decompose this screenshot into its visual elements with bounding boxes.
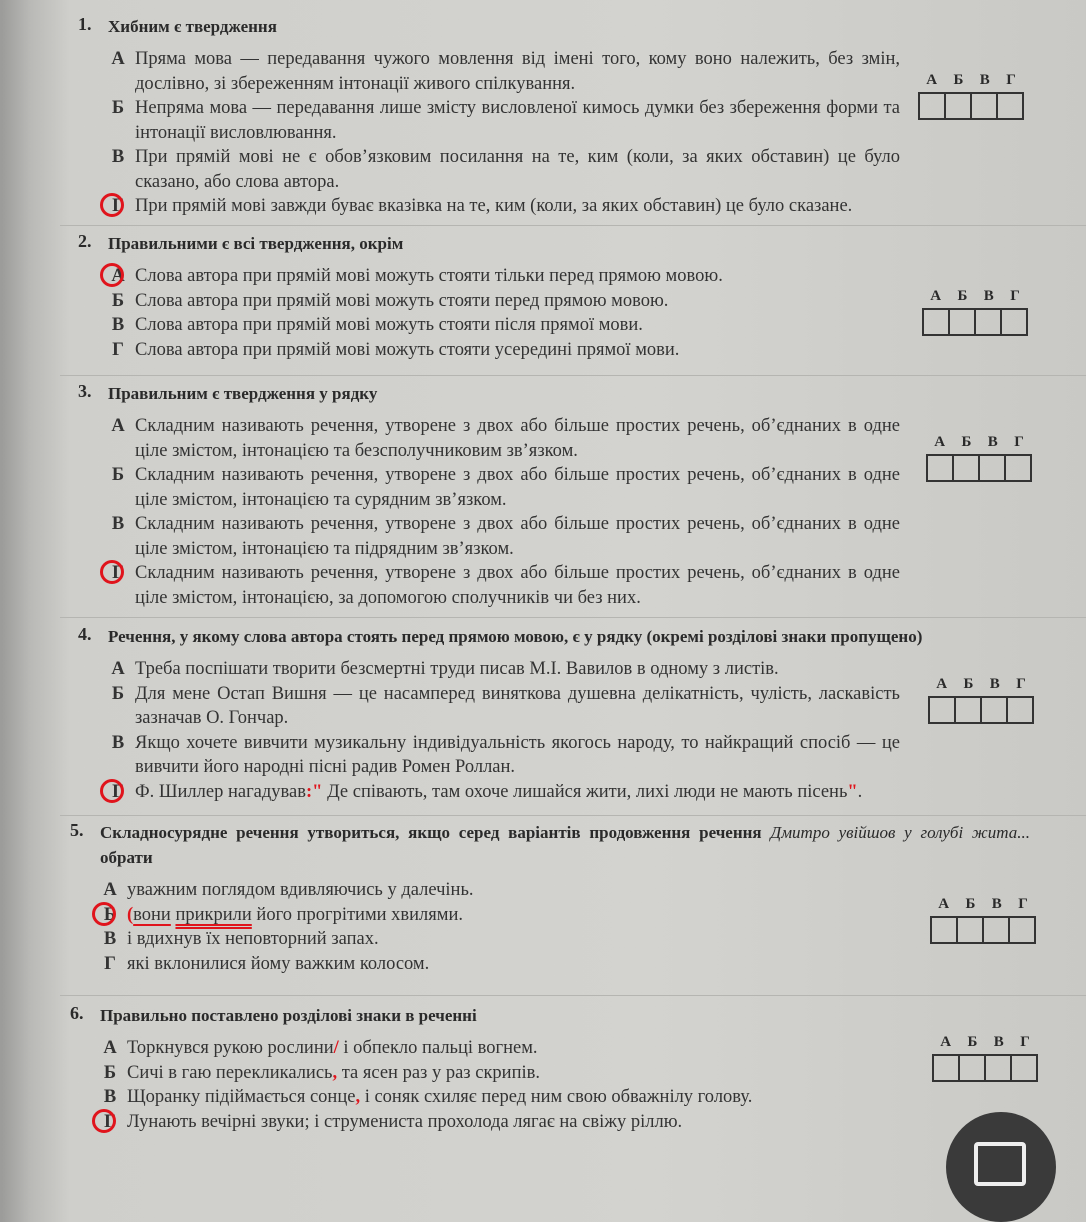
divider (60, 225, 1086, 226)
option-letter: А (103, 1038, 117, 1058)
title-segment: Правильно поставлено розділові знаки в реченні (100, 1006, 477, 1025)
selected-answer-circle (92, 902, 116, 926)
grid-letter: Г (1006, 72, 1016, 88)
answer-cell-А[interactable] (932, 918, 958, 942)
grid-letter: Б (953, 72, 964, 88)
answer-cell-А[interactable] (930, 698, 956, 722)
option-text: уважним поглядом вдивляючись у далечінь. (127, 880, 474, 900)
answer-grid-header (922, 288, 1028, 305)
answer-option-Г[interactable] (108, 194, 1015, 219)
option-text: . (857, 781, 863, 802)
option-text: Непряма мова — передавання лише змісту висловленої кимось думки без збереження форми та інтонації висловлювання. (135, 98, 900, 143)
question-4 (78, 624, 1038, 804)
divider (60, 617, 1086, 618)
option-letter: В (103, 929, 117, 949)
answer-option-А[interactable] (108, 657, 900, 682)
handwritten-mark: , (332, 1062, 338, 1083)
title-segment: Хибним є твердження (108, 17, 277, 36)
title-segment: Речення, у якому слова автора стоять перед прямою мовою, є у рядку (окремі розділові знаки пропущено) (108, 627, 923, 646)
option-letter: В (111, 514, 125, 534)
option-text: Слова автора при прямій мові можуть стояти усередині прямої мови. (135, 339, 680, 360)
answer-cell-Б[interactable] (960, 1056, 986, 1080)
answer-option-Б[interactable] (108, 463, 900, 512)
option-text: його прогрітими хвилями. (251, 904, 464, 925)
grid-letter: А (940, 1034, 952, 1050)
answer-cell-Г[interactable] (1008, 698, 1032, 722)
option-text: При прямій мові завжди буває вказівка на те, ким (коли, за яких обставин) це було сказане. (135, 196, 853, 216)
option-letter: Г (100, 1110, 120, 1135)
question-number: 2. (78, 231, 92, 251)
question-title (108, 231, 1038, 256)
option-letter: Б (111, 290, 125, 311)
question-title (108, 381, 1038, 406)
answer-option-В[interactable] (108, 512, 900, 561)
options-list (78, 47, 1038, 219)
title-segment: Дмитро увійшов у голубі жита... (770, 823, 1030, 842)
answer-cell-Б[interactable] (958, 918, 984, 942)
answer-option-В[interactable] (100, 927, 892, 952)
option-letter: Б (100, 903, 120, 928)
answer-grid-header (926, 434, 1032, 451)
grid-letter: В (979, 72, 990, 88)
grid-letter: А (930, 288, 942, 304)
option-text: Торкнувся рукою рослини (127, 1038, 334, 1058)
option-letter: Б (111, 683, 125, 704)
question-3 (78, 381, 1038, 610)
answer-grid (932, 1034, 1038, 1082)
question-5 (70, 820, 1030, 976)
question-title (108, 624, 1038, 649)
grid-letter: В (989, 676, 1000, 692)
option-letter: А (111, 416, 125, 436)
answer-grid-cells (932, 1054, 1038, 1082)
grid-letter: Г (1018, 896, 1028, 912)
handwritten-mark: :" (306, 781, 323, 802)
grid-letter: А (926, 72, 938, 88)
question-number: 5. (70, 820, 84, 840)
option-text: Щоранку підіймається сонце (127, 1087, 356, 1107)
option-text: і обпекло пальці вогнем. (338, 1038, 538, 1058)
answer-option-Г[interactable] (100, 1110, 1007, 1135)
answer-cell-Б[interactable] (954, 456, 980, 480)
answer-cell-В[interactable] (980, 456, 1006, 480)
grid-letter: Б (961, 434, 972, 450)
answer-grid (918, 72, 1024, 120)
answer-grid-cells (930, 916, 1036, 944)
option-letter: А (111, 659, 125, 679)
answer-option-В[interactable] (108, 731, 900, 780)
answer-cell-А[interactable] (920, 94, 946, 118)
grid-letter: Г (1014, 434, 1024, 450)
handwritten-mark: ( (127, 904, 134, 925)
answer-option-Б[interactable] (108, 682, 900, 731)
option-text: Складним називають речення, утворене з двох або більше простих речень, об’єднаних в одне ціле змістом, інтонацією та підрядним зв’язком. (135, 514, 900, 559)
option-text: Якщо хочете вивчити музикальну індивідуальність якогось народу, то найкращий спосіб — це вивчити його народні пісні радив Ромен Роллан. (135, 732, 900, 777)
grid-letter: В (983, 288, 994, 304)
question-number: 1. (78, 14, 92, 34)
question-2 (78, 231, 1038, 362)
answer-option-В[interactable] (100, 1085, 1007, 1110)
selected-answer-circle (100, 263, 124, 287)
handwritten-mark: " (847, 781, 858, 802)
option-text: Де співають, там охоче лишайся жити, лихі люди не мають пісень (322, 781, 848, 802)
grid-letter: Б (965, 896, 976, 912)
option-text: Лунають вечірні звуки; і струмениста прохолода лягає на свіжу ріллю. (127, 1111, 683, 1132)
answer-grid (928, 676, 1034, 724)
grid-letter: В (993, 1034, 1004, 1050)
option-text: Сичі в гаю перекликались (127, 1062, 333, 1083)
option-text: прикрили (175, 904, 252, 925)
question-6 (70, 1003, 1030, 1134)
grid-letter: А (938, 896, 950, 912)
options-list (78, 264, 1038, 362)
option-text: Пряма мова — передавання чужого мовлення від імені того, кому воно належить, без змін, дослівно, зі збереженням інтонації живого спілкування. (135, 49, 900, 94)
answer-option-А[interactable] (100, 1036, 892, 1061)
selected-answer-circle (92, 1109, 116, 1133)
answer-cell-Г[interactable] (1006, 456, 1030, 480)
option-letter: Г (104, 953, 116, 974)
divider (60, 815, 1086, 816)
grid-letter: Б (957, 288, 968, 304)
answer-cell-Г[interactable] (1002, 310, 1026, 334)
option-text: Складним називають речення, утворене з двох або більше простих речень, об’єднаних в одне ціле змістом, інтонацією, за допомогою сполучників чи без них. (135, 563, 900, 608)
answer-option-В[interactable] (108, 145, 900, 194)
handwritten-mark: / (333, 1038, 339, 1058)
option-text: Складним називають речення, утворене з двох або більше простих речень, об’єднаних в одне ціле змістом, інтонацією та безсполучниковим зв’язком. (135, 416, 900, 461)
answer-option-Г[interactable] (108, 561, 900, 610)
answer-grid-cells (922, 308, 1028, 336)
option-text: Треба поспішати творити безсмертні труди писав М.І. Вавилов в одному з листів. (135, 659, 779, 679)
grid-letter: Г (1016, 676, 1026, 692)
answer-grid-header (930, 896, 1036, 913)
option-letter: В (111, 147, 125, 167)
option-letter: В (111, 315, 125, 335)
title-segment: Правильним є твердження у рядку (108, 384, 378, 403)
fullscreen-button[interactable] (946, 1112, 1056, 1222)
question-title (108, 14, 1038, 39)
option-text: і соняк схиляє перед ним свою обважнілу голову. (360, 1087, 753, 1107)
option-letter: Б (111, 98, 125, 118)
answer-grid (926, 434, 1032, 482)
grid-letter: Г (1020, 1034, 1030, 1050)
option-letter: Б (103, 1062, 117, 1083)
option-text: які вклонилися йому важким колосом. (127, 953, 430, 974)
option-letter: А (111, 49, 125, 69)
option-text: Ф. Шиллер нагадував (135, 781, 306, 802)
option-letter: Г (108, 194, 128, 219)
grid-letter: А (936, 676, 948, 692)
option-letter: А (108, 264, 128, 289)
answer-grid-cells (918, 92, 1024, 120)
option-letter: В (111, 732, 125, 753)
option-text: і вдихнув їх неповторний запах. (127, 929, 379, 949)
options-list (70, 1036, 1030, 1134)
answer-grid-cells (928, 696, 1034, 724)
options-list (70, 878, 1030, 976)
answer-grid-cells (926, 454, 1032, 482)
question-title (100, 1003, 1030, 1028)
answer-cell-Б[interactable] (946, 94, 972, 118)
grid-letter: Б (967, 1034, 978, 1050)
option-text: Слова автора при прямій мові можуть стояти тільки перед прямою мовою. (135, 266, 723, 286)
answer-option-А[interactable] (108, 47, 900, 96)
divider (60, 995, 1086, 996)
option-text: Складним називають речення, утворене з двох або більше простих речень, об’єднаних в одне ціле змістом, інтонацією та сурядним зв’язком. (135, 465, 900, 510)
selected-answer-circle (100, 193, 124, 217)
answer-option-Г[interactable] (108, 338, 900, 363)
option-text: Слова автора при прямій мові можуть стояти перед прямою мовою. (135, 290, 669, 311)
option-text: вони (133, 904, 171, 925)
answer-cell-В[interactable] (986, 1056, 1012, 1080)
question-number: 4. (78, 624, 92, 644)
option-letter: В (103, 1087, 117, 1107)
answer-option-Г[interactable] (108, 780, 1015, 805)
answer-option-Б[interactable] (108, 96, 900, 145)
answer-grid (922, 288, 1028, 336)
option-letter: Г (108, 780, 128, 805)
answer-cell-А[interactable] (924, 310, 950, 334)
answer-cell-В[interactable] (972, 94, 998, 118)
options-list (78, 657, 1038, 804)
question-1 (78, 14, 1038, 219)
options-list (78, 414, 1038, 610)
answer-cell-В[interactable] (984, 918, 1010, 942)
answer-option-Г[interactable] (100, 952, 892, 977)
answer-option-А[interactable] (100, 878, 892, 903)
answer-grid-header (928, 676, 1034, 693)
answer-cell-Г[interactable] (1010, 918, 1034, 942)
question-number: 3. (78, 381, 92, 401)
answer-grid-header (932, 1034, 1038, 1051)
divider (60, 375, 1086, 376)
option-letter: Г (108, 561, 128, 586)
option-text: та ясен раз у раз скрипів. (337, 1062, 540, 1083)
option-letter: Г (112, 339, 124, 360)
question-number: 6. (70, 1003, 84, 1023)
option-letter: Б (111, 465, 125, 485)
answer-cell-Г[interactable] (998, 94, 1022, 118)
answer-cell-В[interactable] (982, 698, 1008, 722)
handwritten-mark: , (355, 1087, 361, 1107)
grid-letter: А (934, 434, 946, 450)
question-title (100, 820, 1030, 870)
title-segment: Складносурядне речення утвориться, якщо серед варіантів продовження речення (100, 823, 771, 842)
option-letter: А (103, 880, 117, 900)
answer-grid (930, 896, 1036, 944)
grid-letter: Б (963, 676, 974, 692)
answer-option-Б[interactable] (100, 903, 892, 928)
answer-grid-header (918, 72, 1024, 89)
title-segment: Правильними є всі твердження, окрім (108, 234, 404, 253)
grid-letter: Г (1010, 288, 1020, 304)
selected-answer-circle (100, 779, 124, 803)
answer-cell-А[interactable] (934, 1056, 960, 1080)
answer-option-Б[interactable] (108, 289, 900, 314)
answer-option-Б[interactable] (100, 1061, 892, 1086)
title-segment: обрати (100, 848, 153, 867)
option-text: При прямій мові не є обов’язковим посилання на те, ким (коли, за яких обставин) це було сказано, або слова автора. (135, 147, 900, 192)
answer-cell-Б[interactable] (956, 698, 982, 722)
answer-option-А[interactable] (108, 414, 900, 463)
answer-cell-В[interactable] (976, 310, 1002, 334)
selected-answer-circle (100, 560, 124, 584)
answer-option-В[interactable] (108, 313, 900, 338)
option-text: Для мене Остап Вишня — це насамперед виняткова душевна делікатність, чулість, ласкавість зазначав О. Гончар. (135, 683, 900, 728)
grid-letter: В (991, 896, 1002, 912)
option-text: Слова автора при прямій мові можуть стояти після прямої мови. (135, 315, 643, 335)
answer-cell-А[interactable] (928, 456, 954, 480)
grid-letter: В (987, 434, 998, 450)
answer-option-А[interactable] (108, 264, 1015, 289)
answer-cell-Б[interactable] (950, 310, 976, 334)
answer-cell-Г[interactable] (1012, 1056, 1036, 1080)
